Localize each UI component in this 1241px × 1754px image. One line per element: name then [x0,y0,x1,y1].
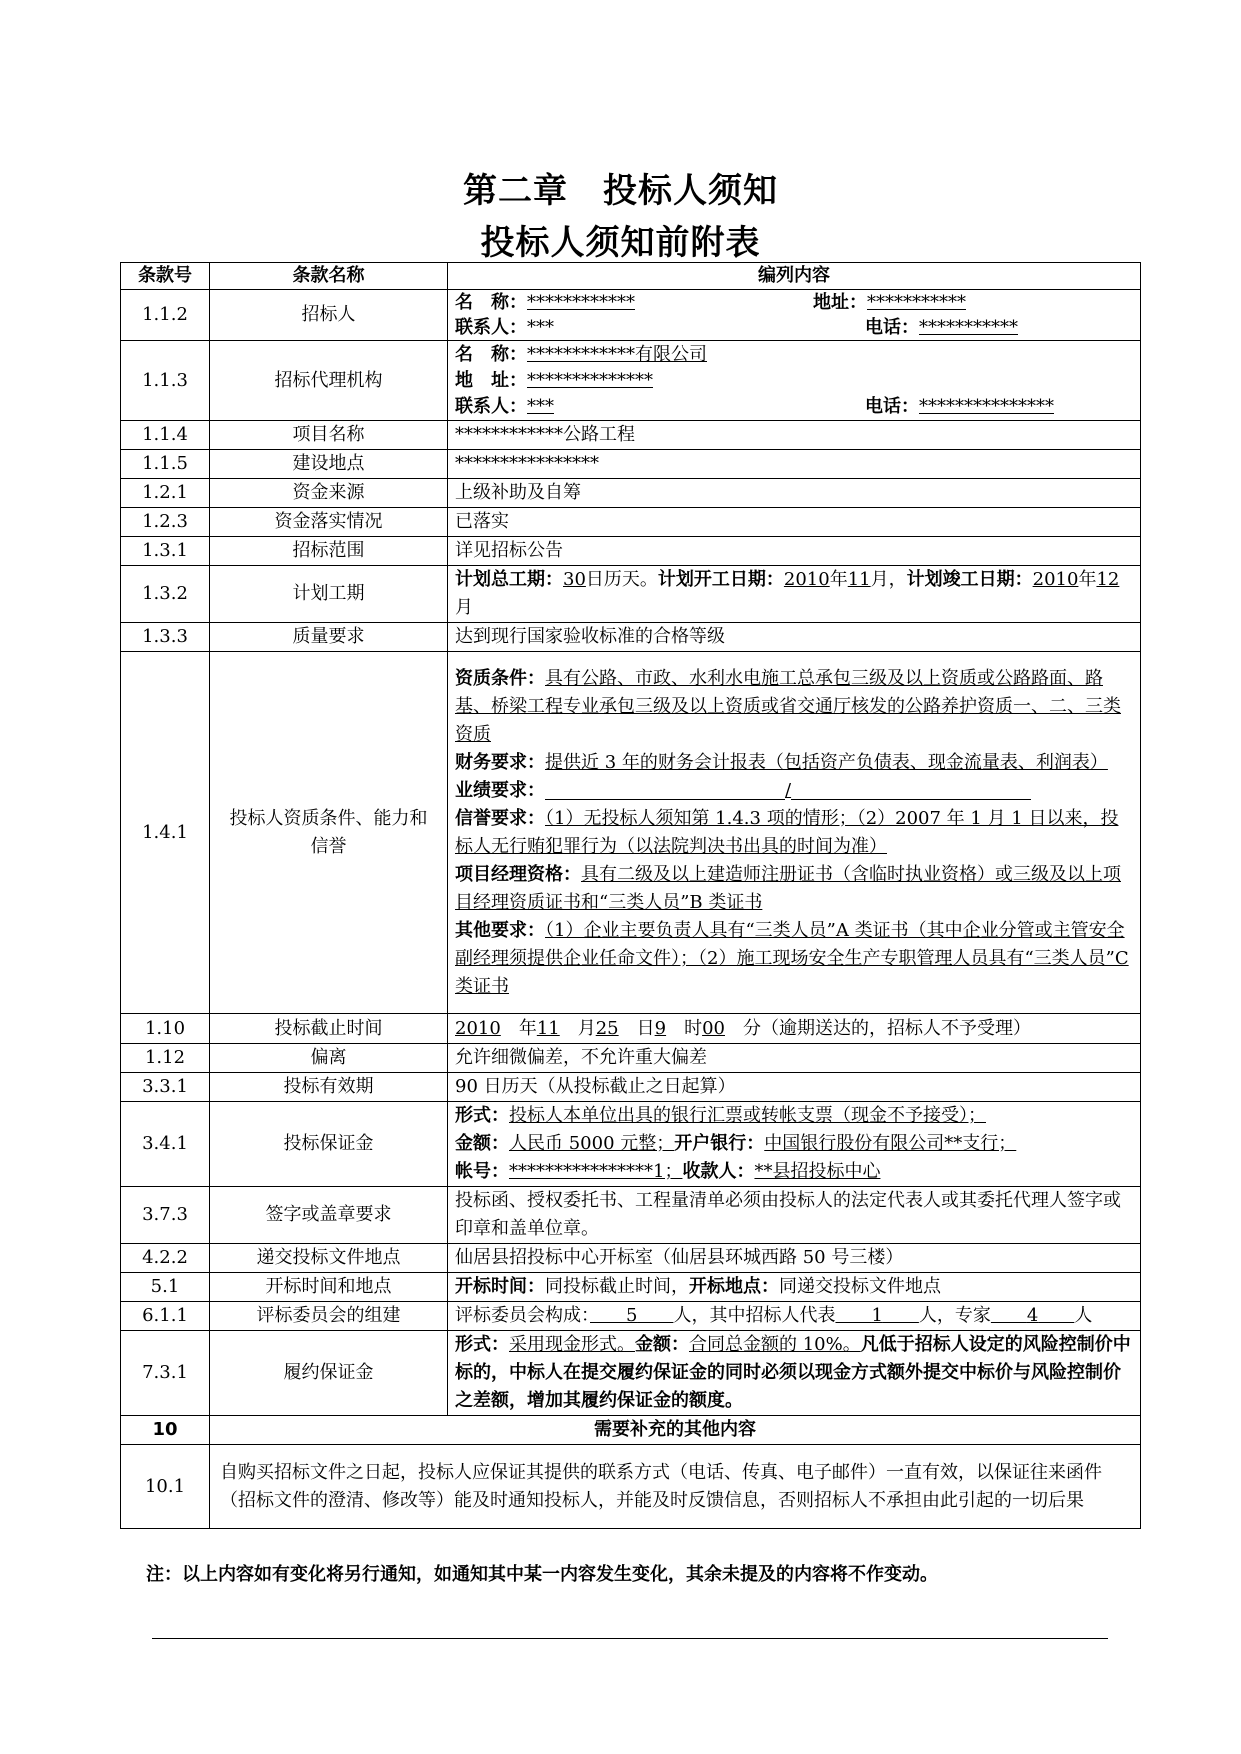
field-value: 00 [702,1017,725,1039]
field-label: 资质条件： [455,667,545,689]
field-value [835,1305,918,1326]
clause-no: 4.2.2 [121,1244,210,1273]
table-row [121,1302,1141,1331]
clause-content [448,290,1141,341]
clause-content: 仙居县招投标中心开标室（仙居县环城西路 50 号三楼） [448,1244,1141,1273]
field-label: 业绩要求： [455,779,545,801]
text: 分（逾期送达的，招标人不予受理） [742,1017,1031,1039]
table-header-row [121,263,1141,290]
performance-bond-rule: 凡低于招标人设定的风险控制价中标的，中标人在提交履约保证金的同时必须以现金方式额外提交中标价与风险控制价之差额，增加其履约保证金的额度。 [455,1334,1131,1411]
field-label: 地 址： [455,369,527,391]
field-value: 11 [536,1017,560,1039]
field-label: 开户银行： [674,1133,765,1154]
clause-content [448,1014,1141,1044]
field-label: 计划开工日期： [657,569,784,590]
clause-name: 资金来源 [210,479,448,508]
field-value: 具有二级及以上建造师注册证书（含临时执业资格）或三级及以上项目经理资质证书和“三类人员”B 类证书 [455,863,1121,913]
text: 评标委员会构成： [455,1305,590,1326]
field-value [590,1305,673,1326]
table-row [121,537,1141,566]
table-row [121,1187,1141,1244]
field-label: 信誉要求： [455,807,545,829]
field-label: 名 称： [455,343,527,365]
field-value: 同投标截止时间， [545,1276,689,1297]
clause-no: 3.4.1 [121,1102,210,1187]
field-value: ************有限公司 [527,343,707,365]
text: 月 [455,597,473,618]
text: 月， [870,569,907,590]
clause-no: 1.2.1 [121,479,210,508]
text: 年 [829,569,848,590]
clause-name: 偏离 [210,1044,448,1073]
clause-no: 1.1.2 [121,290,210,341]
text: 人，其中招标人代表 [673,1305,836,1326]
field-label: 其他要求： [455,919,545,941]
header-clause-name: 条款名称 [210,263,448,290]
field-value: 2010 [783,569,830,590]
field-value: 同递交投标文件地点 [779,1276,941,1297]
field-value: （1）无投标人须知第 1.4.3 项的情形；（2）2007 年 1 月 1 日以来，投标人无行贿犯罪行为（以法院判决书出具的时间为准） [455,807,1119,857]
clause-no: 7.3.1 [121,1331,210,1416]
table-row [121,508,1141,537]
clause-no: 10.1 [121,1445,210,1529]
field-value: 2010 [1032,569,1079,590]
clause-name: 投标有效期 [210,1073,448,1102]
blank-line [545,779,785,800]
field-value: *** [527,317,554,338]
field-label: 计划总工期： [455,569,563,590]
field-value: ****************1； [509,1161,683,1182]
clause-content: ************公路工程 [448,421,1141,450]
field-label: 联系人： [455,317,527,338]
clause-no: 5.1 [121,1273,210,1302]
clause-name: 履约保证金 [210,1331,448,1416]
clause-content: 详见招标公告 [448,537,1141,566]
clause-no: 1.4.1 [121,652,210,1014]
clause-content [448,1331,1141,1416]
field-label: 电话： [865,317,919,338]
clause-content: 达到现行国家验收标准的合格等级 [448,623,1141,652]
bidder-instructions-table [120,262,1141,1529]
owner-rep-count: 1 [871,1305,883,1326]
text: 人 [1074,1305,1093,1326]
clause-name: 投标保证金 [210,1102,448,1187]
clause-name: 投标截止时间 [210,1014,448,1044]
clause-content [448,1273,1141,1302]
clause-no: 1.10 [121,1014,210,1044]
expert-count: 4 [1026,1305,1039,1326]
clause-content: **************** [448,450,1141,479]
clause-content [448,566,1141,623]
table-row [121,290,1141,341]
field-value: 2010 [455,1017,501,1039]
section-title: 需要补充的其他内容 [210,1416,1141,1445]
header-clause-no: 条款号 [121,263,210,290]
table-row [121,1044,1141,1073]
blank-line [791,779,1031,800]
field-label: 帐号： [455,1161,509,1182]
clause-content [448,1302,1141,1331]
field-value: *************** [919,395,1054,417]
clause-no: 1.1.5 [121,450,210,479]
clause-content: 90 日历天（从投标截止之日起算） [448,1073,1141,1102]
clause-name: 评标委员会的组建 [210,1302,448,1331]
clause-name: 招标人 [210,290,448,341]
clause-content: 自购买招标文件之日起，投标人应保证其提供的联系方式（电话、传真、电子邮件）一直有效，以保证往来函件（招标文件的澄清、修改等）能及时通知投标人，并能及时反馈信息，否则招标人不承担由此引起的一切后果 [210,1445,1141,1529]
clause-content: 投标函、授权委托书、工程量清单必须由投标人的法定代表人或其委托代理人签字或印章和盖单位章。 [448,1187,1141,1244]
field-value [991,1305,1074,1326]
field-label: 地址： [813,292,867,313]
field-label: 电话： [865,395,919,417]
clause-name: 投标人资质条件、能力和信誉 [210,652,448,1014]
clause-content: 已落实 [448,508,1141,537]
clause-name: 开标时间和地点 [210,1273,448,1302]
text: 日历天。 [585,569,658,590]
clause-name: 建设地点 [210,450,448,479]
field-value: 25 [595,1017,619,1039]
field-value: 具有公路、市政、水利水电施工总承包三级及以上资质或公路路面、路基、桥梁工程专业承包三级及以上资质或省交通厅核发的公路养护资质一、二、三类资质 [455,667,1121,745]
table-row [121,1331,1141,1416]
table-row [121,652,1141,1014]
field-value: 提供近 3 年的财务会计报表（包括资产负债表、现金流量表、利润表） [545,751,1108,773]
text: 人，专家 [918,1305,991,1326]
text: 时 [684,1017,703,1039]
text: 月 [577,1017,596,1039]
footnote: 注：以上内容如有变化将另行通知，如通知其中某一内容发生变化，其余未提及的内容将不作变动。 [146,1564,938,1585]
table-row [121,1244,1141,1273]
field-value: 采用现金形式。 [509,1334,635,1355]
field-label: 金额： [455,1133,509,1154]
field-label: 计划竣工日期： [906,569,1033,590]
table-row [121,341,1141,421]
field-value: （1）企业主要负责人具有“三类人员”A 类证书（其中企业分管或主管安全副经理须提供企业任命文件）；（2）施工现场安全生产专职管理人员具有“三类人员”C 类证书 [455,919,1129,997]
field-label: 财务要求： [455,751,545,773]
field-value: **县招投标中心 [754,1161,881,1182]
clause-no: 1.3.3 [121,623,210,652]
field-value: 30 [563,569,586,590]
field-value: *** [527,395,554,417]
table-row [121,1102,1141,1187]
field-value: 合同总金额的 10%。 [689,1334,861,1355]
committee-total: 5 [626,1305,638,1326]
chapter-title: 第二章 投标人须知 [463,171,778,211]
clause-name: 资金落实情况 [210,508,448,537]
field-label: 收款人： [682,1161,755,1182]
field-value: 投标人本单位出具的银行汇票或转帐支票（现金不予接受）； [509,1105,986,1126]
clause-name: 招标代理机构 [210,341,448,421]
field-label: 项目经理资格： [455,863,581,885]
section-row [121,1416,1141,1445]
table-row [121,1445,1141,1529]
clause-no: 1.1.4 [121,421,210,450]
header-content: 编列内容 [448,263,1141,290]
field-label: 形式： [455,1105,509,1126]
field-value: *********** [919,317,1018,338]
table-row [121,566,1141,623]
clause-name: 递交投标文件地点 [210,1244,448,1273]
field-label: 金额： [635,1334,689,1355]
table-row [121,450,1141,479]
clause-content [448,652,1141,1014]
field-label: 名 称： [455,292,527,313]
clause-name: 项目名称 [210,421,448,450]
clause-name: 签字或盖章要求 [210,1187,448,1244]
table-row [121,623,1141,652]
table-title: 投标人须知前附表 [480,223,761,263]
clause-content [448,341,1141,421]
field-value: ************ [527,292,635,313]
clause-name: 招标范围 [210,537,448,566]
text: 日 [636,1017,655,1039]
field-label: 开标地点： [689,1276,779,1297]
clause-no: 1.2.3 [121,508,210,537]
field-value: / [785,779,792,801]
field-value: 中国银行股份有限公司**支行； [764,1133,1017,1154]
table-row [121,1273,1141,1302]
table-row [121,479,1141,508]
clause-no: 3.7.3 [121,1187,210,1244]
section-no: 10 [121,1416,210,1445]
field-label: 形式： [455,1334,509,1355]
field-value: ************** [527,369,653,391]
clause-content [448,1102,1141,1187]
clause-content: 允许细微偏差，不允许重大偏差 [448,1044,1141,1073]
text: 年 [1078,569,1097,590]
field-value: *********** [867,292,966,313]
clause-no: 1.3.2 [121,566,210,623]
clause-no: 3.3.1 [121,1073,210,1102]
table-row [121,421,1141,450]
clause-name: 质量要求 [210,623,448,652]
field-value: 9 [654,1017,667,1039]
clause-no: 6.1.1 [121,1302,210,1331]
field-value: 人民币 5000 元整； [509,1133,675,1154]
clause-no: 1.3.1 [121,537,210,566]
footer-rule [152,1638,1108,1639]
text: 年 [518,1017,537,1039]
clause-name: 计划工期 [210,566,448,623]
table-row [121,1014,1141,1044]
field-label: 开标时间： [455,1276,545,1297]
clause-no: 1.1.3 [121,341,210,421]
field-value: 11 [847,569,871,590]
table-row [121,1073,1141,1102]
field-label: 联系人： [455,395,527,417]
clause-no: 1.12 [121,1044,210,1073]
field-value: 12 [1096,569,1120,590]
clause-content: 上级补助及自筹 [448,479,1141,508]
